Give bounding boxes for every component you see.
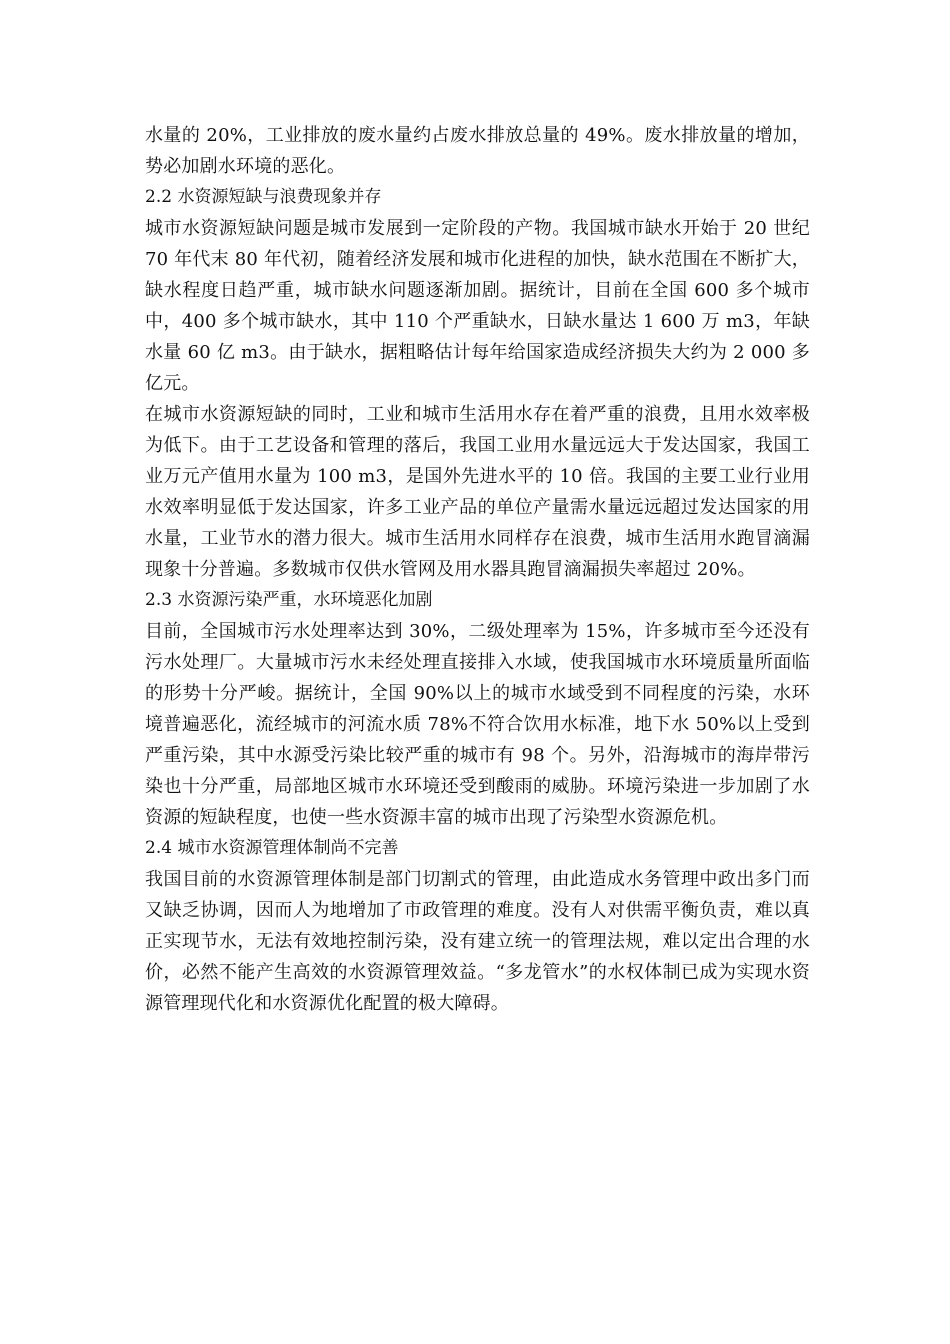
paragraph-water-management: 我国目前的水资源管理体制是部门切割式的管理，由此造成水务管理中政出多门而又缺乏协调，因而人为地增加了市政管理的难度。没有人对供需平衡负责，难以真正实现节水，无法有效地控制污染，没有建立统一的管理法规，难以定出合理的水价，必然不能产生高效的水资源管理效益。“多龙管水”的水权体制已成为实现水资源管理现代化和水资源优化配置的极大障碍。 [145,869,810,1014]
section-heading-2-2: 2.2 水资源短缺与浪费现象并存 [145,187,382,207]
paragraph-water-discharge: 水量的 20%，工业排放的废水量约占废水排放总量的 49%。废水排放量的增加，势必加剧水环境的恶化。 [145,125,810,177]
section-heading-2-4: 2.4 城市水资源管理体制尚不完善 [145,838,399,858]
paragraph-water-shortage: 城市水资源短缺问题是城市发展到一定阶段的产物。我国城市缺水开始于 20 世纪 70 年代末 80 年代初，随着经济发展和城市化进程的加快，缺水范围在不断扩大，缺水程度日趋严重，城市缺水问题逐渐加剧。据统计，目前在全国 600 多个城市中，400 多个城市缺水，其中 110 个严重缺水，日缺水量达 1 600 万 m3，年缺水量 60 亿 m3。由于缺水，据粗略估计每年给国家造成经济损失大约为 2 000 多亿元。 [145,218,810,394]
document-page [145,120,810,1019]
paragraph-water-waste: 在城市水资源短缺的同时，工业和城市生活用水存在着严重的浪费，且用水效率极为低下。由于工艺设备和管理的落后，我国工业用水量远远大于发达国家，我国工业万元产值用水量为 100 m3，是国外先进水平的 10 倍。我国的主要工业行业用水效率明显低于发达国家，许多工业产品的单位产量需水量远远超过发达国家的用水量，工业节水的潜力很大。城市生活用水同样存在浪费，城市生活用水跑冒滴漏现象十分普遍。多数城市仅供水管网及用水器具跑冒滴漏损失率超过 20%。 [145,404,810,580]
paragraph-water-pollution: 目前，全国城市污水处理率达到 30%，二级处理率为 15%，许多城市至今还没有污水处理厂。大量城市污水未经处理直接排入水域，使我国城市水环境质量所面临的形势十分严峻。据统计，全国 90%以上的城市水域受到不同程度的污染，水环境普遍恶化，流经城市的河流水质 78%不符合饮用水标准，地下水 50%以上受到严重污染，其中水源受污染比较严重的城市有 98 个。另外，沿海城市的海岸带污染也十分严重，局部地区城市水环境还受到酸雨的威胁。环境污染进一步加剧了水资源的短缺程度，也使一些水资源丰富的城市出现了污染型水资源危机。 [145,621,810,828]
section-heading-2-3: 2.3 水资源污染严重，水环境恶化加剧 [145,590,433,610]
